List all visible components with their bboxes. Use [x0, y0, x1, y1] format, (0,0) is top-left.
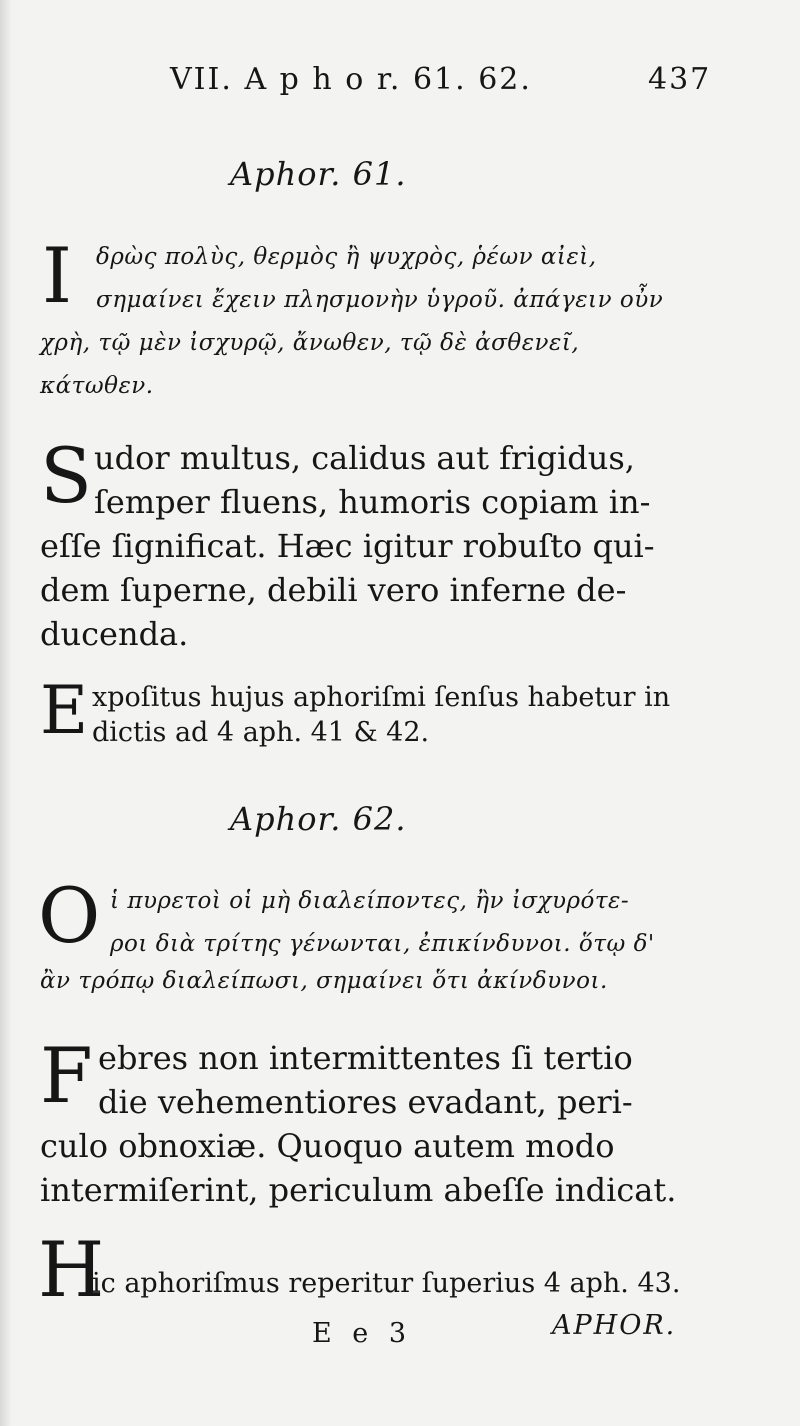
- comment-line: dictis ad 4 aph. 41 & 42.: [92, 717, 430, 748]
- latin-text-62-cont: [40, 1124, 706, 1212]
- signature-mark: E e 3: [312, 1318, 413, 1349]
- aphorism-62-title: Aphor. 62.: [230, 800, 407, 838]
- greek-text-61-cont: [40, 322, 706, 408]
- latin-line: ebres non intermittentes ſi tertio: [98, 1039, 633, 1077]
- catchword: APHOR.: [552, 1310, 677, 1341]
- latin-line: die vehementiores evadant, peri-: [98, 1083, 633, 1121]
- running-title: VII. A p h o r. 61. 62.: [170, 62, 532, 97]
- latin-line: culo obnoxiæ. Quoquo autem modo: [40, 1127, 615, 1165]
- greek-line: ροι διὰ τρίτης γένωνται, ἐπικίνδυνοι. ὅτῳ δ': [110, 931, 655, 957]
- latin-dropcap-61: S: [40, 431, 93, 520]
- greek-dropcap-61: Ι: [42, 231, 73, 320]
- comment-line: xpoſitus hujus aphoriſmi ſenſus habetur in: [92, 682, 671, 713]
- comment-text-62: [92, 1266, 706, 1301]
- comment-line: ic aphoriſmus reperitur ſuperius 4 aph. 43.: [92, 1268, 681, 1299]
- comment-dropcap-62: H: [38, 1225, 105, 1314]
- running-header: [170, 62, 712, 97]
- latin-text-61-cont: [40, 524, 706, 656]
- latin-line: dem ſuperne, debili vero inferne de-: [40, 571, 627, 609]
- latin-line: eſſe ſignificat. Hæc igitur robuſto qui-: [40, 527, 655, 565]
- latin-text-62: [98, 1036, 704, 1124]
- latin-line: ſemper fluens, humoris copiam in-: [94, 483, 651, 521]
- greek-dropcap-62: O: [38, 871, 101, 960]
- greek-line: κάτωθεν.: [40, 373, 154, 399]
- greek-line: ἂν τρόπῳ διαλείπωσι, σημαίνει ὅτι ἀκίνδυνοι.: [40, 968, 608, 994]
- aphorism-61-title: Aphor. 61.: [230, 155, 407, 193]
- latin-text-61: [94, 436, 706, 524]
- greek-line: ἱ πυρετοὶ οἱ μὴ διαλείποντες, ἢν ἰσχυρότε-: [110, 888, 630, 914]
- greek-line: δρὼς πολὺς, θερμὸς ἢ ψυχρὸς, ῥέων αἰεὶ,: [96, 244, 597, 270]
- greek-line: χρὴ, τῷ μὲν ἰσχυρῷ, ἄνωθεν, τῷ δὲ ἀσθενεῖ,: [40, 330, 580, 356]
- latin-dropcap-62: F: [40, 1031, 93, 1120]
- comment-text-61: [92, 680, 702, 750]
- greek-line: σημαίνει ἔχειν πλησμονὴν ὑγροῦ. ἀπάγειν οὖν: [96, 287, 664, 313]
- page-edge-shadow: [0, 0, 12, 1426]
- latin-line: ducenda.: [40, 615, 189, 653]
- greek-text-62: [110, 880, 706, 966]
- comment-dropcap-61: E: [40, 672, 89, 749]
- page-number: 437: [648, 62, 712, 97]
- greek-text-62-cont: [40, 960, 706, 1003]
- latin-line: udor multus, calidus aut frigidus,: [94, 439, 635, 477]
- latin-line: intermiſerint, periculum abeſſe indicat.: [40, 1171, 677, 1209]
- greek-text-61: [96, 236, 706, 322]
